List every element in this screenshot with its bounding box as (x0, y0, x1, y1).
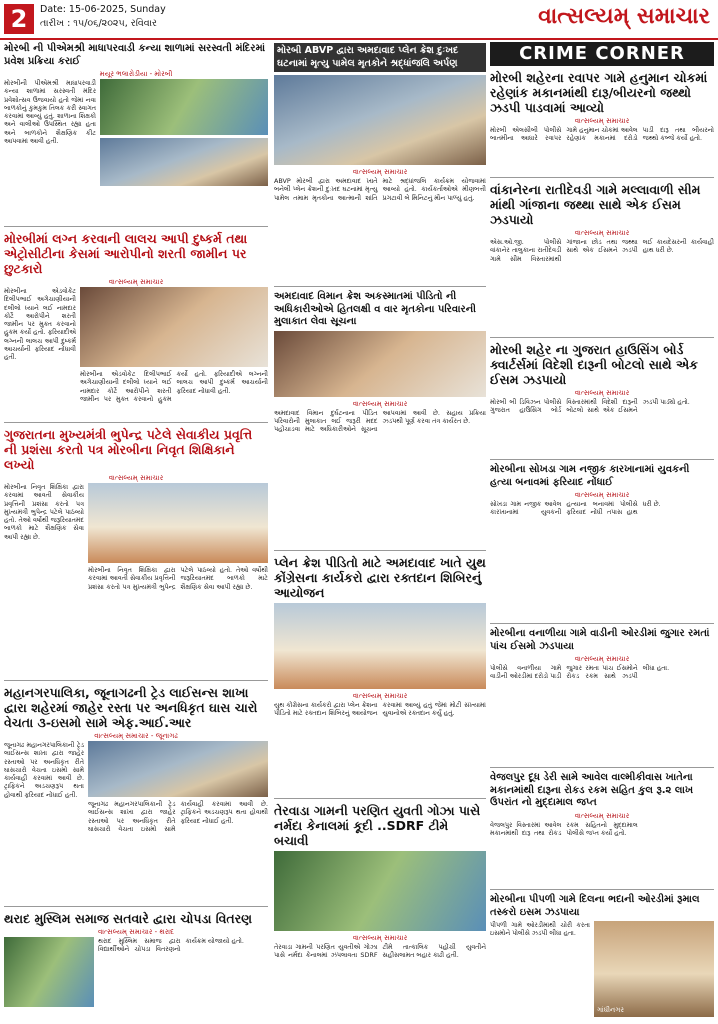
article-ganja (490, 181, 714, 338)
article-cm-letter (4, 426, 268, 681)
article-photo (274, 331, 486, 397)
article-body: એસ.ઓ.જી. પોલીસે વાંકાનેર તાલુકાના રાતીદેવડી ગામે સીમ વિસ્તારમાંથી ગાંજાના છોડ તથા જથ્થા સાથે એક ઈસમને ઝડપી લઈ કાયદેસરની કાર્યવાહી હાથ ધરી છે. (490, 238, 714, 263)
photo-caption: ગાંધીનગર (597, 1006, 624, 1014)
headline: વાંકાનેરના રાતીદેવડી ગામે મલ્લાવાળી સીમ માંથી ગાંજાના જથ્થા સાથે એક ઈસમ ઝડપાયો (490, 182, 701, 227)
headline: મોરબીના વનાળીયા ગામે વાડીની ઓરડીમાં જુગાર રમતાં પાંચ ઈસમો ઝડપાયા (490, 628, 710, 652)
article-tharad (4, 910, 268, 1020)
article-body: મોરબીની પીએમશ્રી માધાપરવાડી કન્યા શાળામાં સરસ્વતી મંદિર પ્રવેશોત્સવ ઉજવાયો હતો જેમાં નવા બાળકોનું કુમકુમ તિલક કરી સ્વાગત કરવામાં આવ્યું હતું. શાળાના શિક્ષકો અને વાલીઓ ઉપસ્થિત રહ્યા હતા અને બાળકોને શૈક્ષણિક કીટ આપવામાં આવી હતી. (4, 79, 96, 146)
headline: તેરવાડા ગામની પરણિત યુવતી ગોઝા પાસે નર્મદા કેનાલમાં કૂદી ..SDRF ટીમે બચાવી (274, 803, 481, 848)
headline: મોરબીના પીપળી ગામે દિલના ભદાની ઓરડીમાં રૂમાલ તસ્કરો ઇસમ ઝડપાયા (490, 894, 700, 918)
headline: અમદાવાદ વિમાન ક્રેશ અકસ્માતમાં પીડિતો ની અધિકારીઓએ હિતલક્ષી વ વાર મૃતકોના પરિવારની મુલાકાત લેવા સૂચના (274, 291, 477, 327)
headline: ગુજરાતના મુખ્યમંત્રી ભુપેન્દ્ર પટેલે સેવાકીય પ્રવૃત્તિ ની પ્રશંસા કરતો પત્ર મોરબીના નિવૃત શિક્ષિકાને લખ્યો (4, 427, 253, 472)
article-body: ABVP મોરબી દ્વારા અમદાવાદ ખાતે બનેલી પ્લેન ક્રેશની દુઃખદ ઘટનામાં મૃત્યુ પામેલ તમામ મૃતકોના આત્માની શાંતિ માટે શ્રદ્ધાંજલિ કાર્યક્રમ યોજવામાં આવ્યો હતો. કાર્યકર્તાઓએ મીણબત્તી પ્રગટાવી બે મિનિટનું મૌન પાળ્યું હતું. (274, 177, 486, 202)
byline: વાત્સલ્યમ્ સમાચાર (574, 389, 630, 397)
article-photo (100, 138, 268, 186)
article-body: જૂનાગઢ મહાનગરપાલિકાની ટ્રેડ લાઈસન્સ શાખા દ્વારા જાહેર રસ્તાઓ પર અનધિકૃત રીતે ઘાસચારો વેચતા ઇસમો સામે કાર્યવાહી કરવામાં આવી છે. ટ્રાફિકને અડચણરૂપ થતા હોવાથી ફરિયાદ નોંધાઈ હતી. (4, 741, 84, 799)
article-photo (594, 921, 714, 1017)
date-block (40, 3, 166, 31)
article-photo (88, 741, 268, 797)
byline: વાત્સલ્યમ્ સમાચાર (574, 811, 630, 820)
article-photo (274, 603, 486, 689)
article-photo (88, 483, 268, 563)
headline: મોરબી ની પીએમશ્રી માધાપરવાડી કન્યા શાળામાં સરસ્વતી મંદિરમાં પ્રવેશ પ્રક્રિયા કરાઈ (4, 43, 266, 67)
article-vejalpur (490, 771, 714, 890)
byline: વાત્સલ્યમ્ સમાચાર - જૂનાગઢ (94, 732, 178, 740)
article-body: થરાદ મુસ્લિમ સમાજ દ્વારા વિદ્યાર્થીઓને ચોપડા વિતરણનો કાર્યક્રમ યોજાયો હતો. (98, 937, 244, 954)
date-english: Date: 15-06-2025, Sunday (40, 4, 166, 15)
article-photo (274, 75, 486, 165)
headline: મોરબી શહેર ના ગુજરાત હાઉસિંગ બોર્ડ ક્વાર્ટર્સમાં વિદેશી દારૂની બોટલો સાથે એક ઈસમ ઝડપાયો (490, 342, 698, 387)
newspaper-logo: વાત્સલ્યમ્ સમાચાર (538, 3, 710, 29)
article-bail (4, 230, 268, 423)
byline: વાત્સલ્યમ્ સમાચાર (352, 168, 408, 176)
article-body: સોખડા ગામ નજીક આવેલ કારખાનામાં યુવકની હત્યાના બનાવમાં પોલીસે ફરિયાદ નોંધી તપાસ હાથ ધરી છે. (490, 500, 661, 517)
article-body: અમદાવાદ વિમાન દુર્ઘટનાના પીડિત પરિવારોની મુલાકાત લઈ જરૂરી મદદ પહોંચાડવા માટે અધિકારીઓને સૂચના આપવામાં આવી છે. સહાય પ્રક્રિયા ઝડપથી પૂર્ણ કરવા તંત્ર કાર્યરત છે. (274, 408, 486, 434)
column-left (4, 42, 268, 1020)
article-sdrf-rescue (274, 802, 486, 1020)
byline: વાત્સલ્યમ્ સમાચાર (574, 229, 630, 237)
article-pipli (490, 893, 714, 1020)
byline: વાત્સલ્યમ્ સમાચાર (574, 491, 630, 499)
headline: મોરબી ABVP દ્વારા અમદાવાદ પ્લેન ક્રેશ દુઃખદ ઘટનામાં મૃત્યુ પામેલ મૃતકોને શ્રદ્ધાંજલિ અર્પણ (274, 43, 486, 72)
article-plane-crash-visit (274, 290, 486, 551)
article-photo (100, 79, 268, 135)
article-body-cont: જૂનાગઢ મહાનગરપાલિકાની ટ્રેડ લાઈસન્સ શાખા દ્વારા જાહેર રસ્તાઓ પર અનધિકૃત રીતે ઘાસચારો વેચતા ઇસમો સામે કાર્યવાહી કરવામાં આવી છે. ટ્રાફિકને અડચણરૂપ થતા હોવાથી ફરિયાદ નોંધાઈ હતી. (88, 800, 268, 833)
article-body: મોરબીના એડવોકેટ દિલીપભાઈ અગેચાણીયાની દલીલો ધ્યાને લઈ નામદાર કોર્ટે આરોપીને શરતી જામીન પર મુક્ત કરવાનો હુકમ કર્યો હતો. ફરિયાદીએ લગ્નની લાલચ આપી દુષ્કર્મ આચર્યાની ફરિયાદ નોંધાવી હતી. (4, 287, 76, 362)
byline: વાત્સલ્યમ્ સમાચાર (352, 692, 408, 700)
article-abvp (274, 42, 486, 287)
column-right (490, 42, 714, 1020)
article-photo (4, 937, 94, 1007)
article-blood-donation (274, 554, 486, 799)
headline: પ્લેન ક્રેશ પીડિતો માટે અમદાવાદ ખાતે યુથ કોંગ્રેસના કાર્યકરો દ્વારા રક્તદાન શિબિરનું આયોજન (274, 555, 486, 600)
article-body: પોલીસે વનાળીયા ગામે વાડીની ઓરડીમાં દરોડો પાડી જુગાર રમતા પાંચ ઈસમોને રોકડ રકમ સાથે ઝડપી લીધા હતા. (490, 664, 670, 681)
byline: વાત્સલ્યમ્ સમાચાર (352, 934, 408, 942)
page-number: 2 (4, 4, 34, 34)
byline: વાત્સલ્યમ્ સમાચાર (352, 399, 408, 408)
article-body: યુથ કોંગ્રેસના કાર્યકરો દ્વારા પ્લેન ક્રેશના પીડિતો માટે રક્તદાન શિબિરનું આયોજન કરવામાં આવ્યું હતું જેમાં મોટી સંખ્યામાં યુવાનોએ રક્તદાન કર્યું હતું. (274, 701, 486, 718)
article-vanaliya-gambling (490, 627, 714, 768)
headline: મોરબીના સોખડા ગામ નજીક કારખાનામાં યુવકની હત્યા બનાવમાં ફરિયાદ નોંધાઈ (490, 464, 690, 488)
crime-corner-banner: CRIME CORNER (490, 42, 714, 66)
headline: મહાનગરપાલિકા, જૂનાગઢની ટ્રેડ લાઈસન્સ શાખા દ્વારા શહેરમાં જાહેર રસ્તા પર અનધિકૃત ઘાસ ચારો વેચતા ૩-ઇસમો સામે એફ.આઈ.આર (4, 685, 258, 730)
article-body: વેજલપુર વિસ્તારમાં આવેલ મકાનમાંથી દારૂ તથા રોકડ રકમ સહિતનો મુદ્દામાલ પોલીસે જપ્ત કર્યો હતો. (490, 820, 638, 837)
article-housing-board (490, 341, 714, 460)
headline: વેજલપુર દૂધ ડેરી સામે આવેલ વાલ્મીકીવાસ ખાતેના મકાનમાંથી દારૂના રોકડ રકમ સહિત કુલ રૂ.૨ લાખ ઉપરાંત નો મુદ્દામાલ જપ્ત (490, 772, 694, 808)
byline: વાત્સલ્યમ્ સમાચાર (574, 655, 630, 663)
portrait-photo (80, 287, 268, 367)
article-junagadh (4, 684, 268, 907)
article-body: મોરબીના નિવૃત શિક્ષિકા દ્વારા કરવામાં આવતી સેવાકીય પ્રવૃત્તિની પ્રશંસા કરતો પત્ર મુખ્યમંત્રી ભુપેન્દ્ર પટેલે પાઠવ્યો હતો. તેઓ વર્ષોથી જરૂરિયાતમંદ બાળકો માટે શૈક્ષણિક સેવા આપી રહ્યા છે. (4, 483, 85, 541)
headline: મોરબીમાં લગ્ન કરવાની લાલચ આપી દુષ્કર્મ તથા એટ્રોસીટીના કેસમાં આરોપીનો શરતી જામીન પર છુટકારો (4, 231, 248, 276)
byline: મયૂર ભલારોડીયા - મોરબી (99, 70, 173, 78)
byline: વાત્સલ્યમ્ સમાચાર - થરાદ (97, 928, 175, 936)
article-ravapar-liquor (490, 69, 714, 178)
article-body: મોરબી એલસીબી પોલીસે બાતમીના આધારે રવાપર ગામે હનુમાન ચોકમાં આવેલ રહેણાંક મકાનમાં દરોડો પાડી દારૂ તથા બીયરનો જથ્થો કબ્જે કર્યો હતો. (490, 126, 714, 143)
headline: મોરબી શહેરના રવાપર ગામે હનુમાન ચોકમાં રહેણાંક મકાનમાંથી દારૂ/બીયરનો જથ્થો ઝડપી પાડવામાં આવ્યો (490, 70, 708, 115)
date-gujarati: તારીખ : ૧૫/૦૬/૨૦૨૫, રવિવાર (40, 18, 157, 29)
byline: વાત્સલ્યમ્ સમાચાર (108, 474, 164, 482)
column-middle (274, 42, 486, 1020)
article-photo (274, 851, 486, 931)
article-madhaparwadi (4, 42, 268, 227)
masthead (0, 0, 718, 40)
article-body: મોરબી બી ડિવિઝન પોલીસે ગુજરાત હાઉસિંગ બોર્ડ વિસ્તારમાંથી વિદેશી દારૂની બોટલો સાથે એક ઈસમને ઝડપી પાડ્યો હતો. (490, 398, 690, 415)
article-body: પીપળી ગામે ઓરડીમાંથી ચોરી કરતા ઇસમોને પોલીસે ઝડપી લીધા હતા. (490, 921, 590, 938)
headline: થરાદ મુસ્લિમ સમાજ સતવારે દ્વારા ચોપડા વિતરણ (4, 911, 253, 926)
byline: વાત્સલ્યમ્ સમાચાર (108, 278, 164, 286)
article-sokhda-murder (490, 463, 714, 624)
article-body-cont: મોરબીના નિવૃત શિક્ષિકા દ્વારા કરવામાં આવતી સેવાકીય પ્રવૃત્તિની પ્રશંસા કરતો પત્ર મુખ્યમંત્રી ભુપેન્દ્ર પટેલે પાઠવ્યો હતો. તેઓ વર્ષોથી જરૂરિયાતમંદ બાળકો માટે શૈક્ષણિક સેવા આપી રહ્યા છે. (88, 566, 268, 591)
article-body: તેરવાડા ગામની પરણિત યુવતીએ ગોઝા પાસે નર્મદા કેનાલમાં ઝંપલાવતા SDRF ટીમે તાત્કાલિક પહોંચી યુવતીને સહીસલામત બહાર કાઢી હતી. (274, 943, 486, 960)
byline: વાત્સલ્યમ્ સમાચાર (574, 117, 630, 125)
article-body-cont: મોરબીના એડવોકેટ દિલીપભાઈ અગેચાણીયાની દલીલો ધ્યાને લઈ નામદાર કોર્ટે આરોપીને શરતી જામીન પર મુક્ત કરવાનો હુકમ કર્યો હતો. ફરિયાદીએ લગ્નની લાલચ આપી દુષ્કર્મ આચર્યાની ફરિયાદ નોંધાવી હતી. (80, 370, 268, 403)
